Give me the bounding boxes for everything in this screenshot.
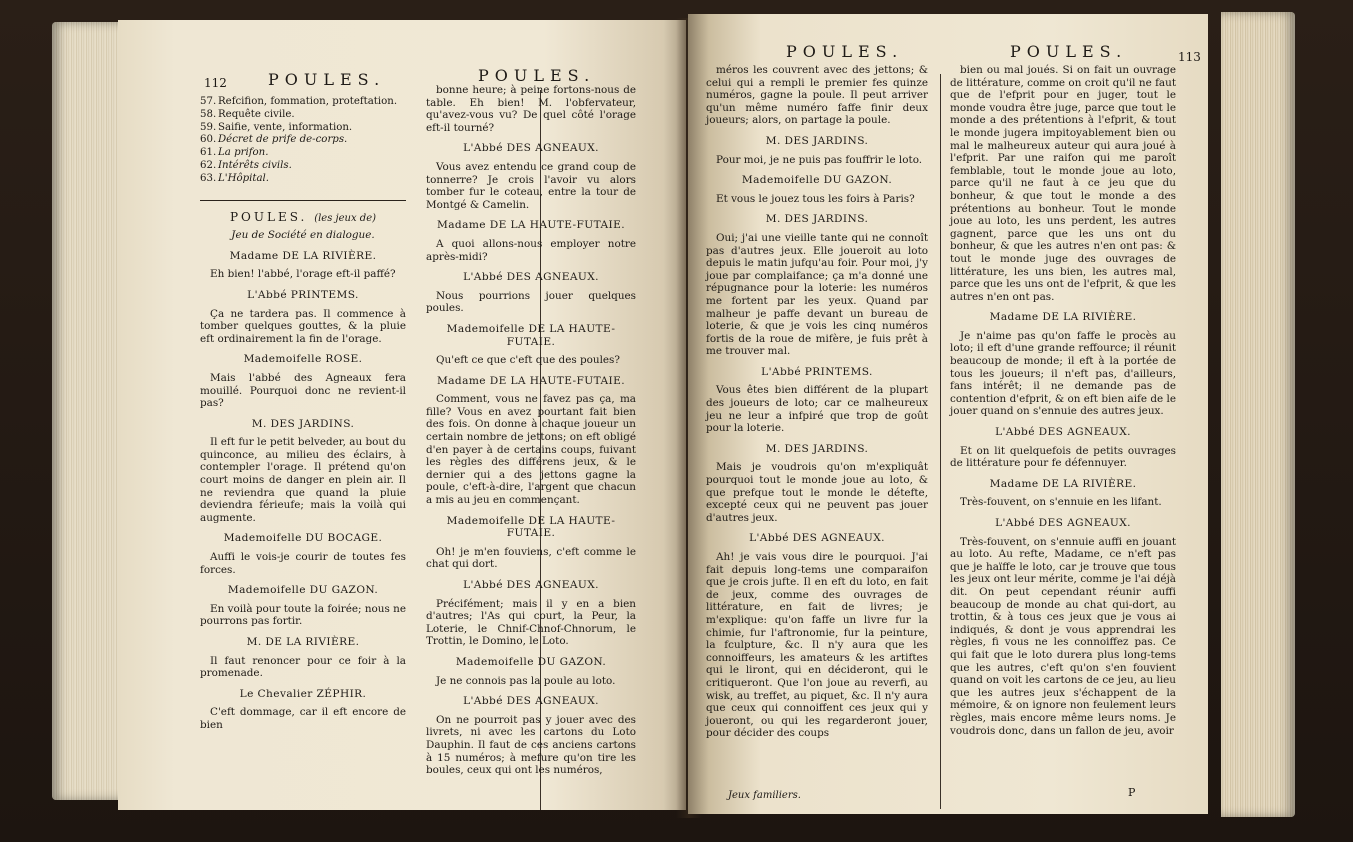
- toc-item-number: 60.: [200, 134, 217, 146]
- dialogue-paragraph: Très-fouvent, on s'ennuie auffi en jouant au loto. Au refte, Madame, ce n'eft pas que je haïffe le loto, car je trouve que tous les jeux ont leur mérite, comme je l'ai déjà dit. On peut cependant réunir auffi beaucoup de monde au chat qui-dort, au trottin, & à tous ces jeux que je vous ai indiqués, & dont je vous apprendrai les règles, fi vous ne les connoiffez pas. Ce qui fait que le loto durera plus long-tems que les autres, c'eft qu'on s'en fouvient quand on voit les cartons de ce jeu, au lieu que les autres jeux s'échappent de la mémoire, & on ignore non feulement leurs règles, mais encore même leurs noms. Je voudrois donc, dans un fallon de jeu, avoir: [950, 535, 1176, 737]
- dialogue-paragraph: Et vous le jouez tous les foirs à Paris?: [716, 192, 915, 205]
- dialogue-paragraph: Mais l'abbé des Agneaux fera mouillé. Pourquoi donc ne revient-il pas?: [200, 371, 406, 410]
- toc-item-text: Décret de prife de-corps.: [218, 134, 348, 146]
- speaker-name: Mademoifelle DU BOCAGE.: [223, 532, 383, 545]
- toc-item: [200, 173, 406, 186]
- dialogue-paragraph: Comment, vous ne favez pas ça, ma fille? Vous en avez pourtant fait bien des fois. On donne à chaque joueur un certain nombre de jettons; on eft obligé d'en payer à de certains coups, fuivant les règles des différens jeux, & le dernier qui a des jettons gagne la poule, c'eft-à-dire, l'argent que chacun a mis au jeu en commençant.: [426, 393, 636, 507]
- right-page-column-2: [950, 64, 1176, 741]
- speaker-name: Le Chevalier ZÉPHIR.: [239, 687, 367, 700]
- dialogue-paragraph: C'eft dommage, car il eft encore de bien: [200, 706, 406, 731]
- toc-item-number: 59.: [200, 121, 217, 133]
- dialogue-paragraph: Mais je voudrois qu'on m'expliquât pourquoi tout le monde joue au loto, & que prefque tout le monde le détefte, excepté ceux qui ne peuvent pas jouer d'autres jeux.: [706, 461, 928, 524]
- toc-item-number: 62.: [200, 159, 217, 171]
- speaker-name: Madame DE LA HAUTE-FUTAIE.: [436, 374, 626, 387]
- speaker-name: L'Abbé DES AGNEAUX.: [463, 271, 599, 284]
- running-head-left-col1: POULES.: [268, 70, 386, 89]
- toc-item: [200, 147, 406, 160]
- speaker-name: Madame DE LA RIVIÈRE.: [229, 249, 377, 262]
- toc-item: [200, 122, 406, 135]
- dialogue-paragraph: Oh! je m'en fouviens, c'eft comme le chat qui dort.: [426, 545, 636, 571]
- speaker-name: Mademoifelle DE LA HAUTE-FUTAIE.: [446, 322, 616, 348]
- section-subtitle: Jeu de Société en dialogue.: [231, 229, 375, 242]
- speaker-name: M. DES JARDINS.: [251, 417, 355, 430]
- right-page: [688, 14, 1208, 814]
- running-head-right-col2: POULES.: [1010, 42, 1128, 61]
- section-title-text: POULES.: [229, 209, 308, 224]
- speaker-name: M. DES JARDINS.: [765, 442, 869, 455]
- dialogue-paragraph: Et on lit quelquefois de petits ouvrages de littérature pour fe défennuyer.: [950, 444, 1176, 470]
- speaker-name: L'Abbé PRINTEMS.: [761, 365, 873, 378]
- speaker-name: M. DE LA RIVIÈRE.: [246, 636, 360, 649]
- left-page: [118, 20, 686, 810]
- dialogue-paragraph: Vous avez entendu ce grand coup de tonnerre? Je crois l'avoir vu alors tomber fur le coteau, entre la tour de Montgé & Camelin.: [426, 160, 636, 211]
- dialogue-paragraph: Oui; j'ai une vieille tante qui ne connoît pas d'autres jeux. Elle joueroit au loto depuis le matin jufqu'au foir. Pour moi, j'y joue par complaifance; ça m'a donné une répugnance pour la loterie: les numéros me fortent par les yeux. Quand par malheur je paffe devant un bureau de loterie, & que je vois les cinq numéros fortis de la roue de mifère, je fuis prêt à me trouver mal.: [706, 231, 928, 358]
- dialogue-paragraph: Je n'aime pas qu'on faffe le procès au loto; il eft d'une grande reffource; il réunit beaucoup de monde; il eft à la portée de tous les joueurs; il n'eft pas, d'ailleurs, fans intérêt; il ne demande pas de contention d'efprit, & on eft bien aife de le jouer quand on s'ennuie des autres jeux.: [950, 329, 1176, 418]
- dialogue-paragraph: On ne pourroit pas y jouer avec des livrets, ni avec les cartons du Loto Dauphin. Il faut de ces anciens cartons à 15 numéros; à mefure qu'on tire les boules, ceux qui ont les numéros,: [426, 713, 636, 777]
- dialogue-paragraph: Je ne connois pas la poule au loto.: [436, 674, 616, 687]
- section-title-note: (les jeux de): [314, 212, 377, 224]
- dialogue-paragraph: Vous êtes bien différent de la plupart des joueurs de loto; car ce malheureux jeu ne leur a infpiré que trop de goût pour la loterie.: [706, 384, 928, 435]
- speaker-name: L'Abbé DES AGNEAUX.: [463, 142, 599, 155]
- speaker-name: Mademoifelle DU GAZON.: [741, 174, 893, 187]
- running-head-left-col2: POULES.: [478, 66, 596, 85]
- speaker-name: L'Abbé DES AGNEAUX.: [463, 695, 599, 708]
- right-page-edges: [1221, 12, 1295, 817]
- speaker-name: Madame DE LA RIVIÈRE.: [989, 311, 1137, 324]
- speaker-name: L'Abbé PRINTEMS.: [247, 288, 359, 301]
- speaker-name: M. DES JARDINS.: [765, 213, 869, 226]
- toc-item-number: 58.: [200, 108, 217, 120]
- toc-item-number: 63.: [200, 172, 217, 184]
- dialogue-paragraph: bien ou mal joués. Si on fait un ouvrage de littérature, comme on croit qu'il ne faut que de l'efprit pour en juger, tout le monde voudra être juge, parce que tout le monde a des prétentions à l'efprit, & tout le monde jugera impitoyablement bien ou mal le malheureux auteur qui aura joué à l'efprit. Par une raifon qui me paroît femblable, tout le monde joue au loto, parce qu'il ne faut à ce jeu que du bonheur, & que tout le monde a des prétentions au bonheur. Tout le monde joue au loto, les uns perdent, les autres gagnent, parce que les uns ont du bonheur, & que les autres n'en ont pas: & tout le monde juge des ouvrages de littérature, les uns bien, les autres mal, parce que les uns ont de l'efprit, & que les autres n'en ont pas.: [950, 64, 1176, 303]
- column-divider-right: [940, 74, 941, 809]
- page-number-right: 113: [1178, 50, 1201, 64]
- section-title: [200, 211, 406, 226]
- toc-item-number: 57.: [200, 96, 217, 107]
- right-page-column-1: [706, 64, 928, 744]
- table-of-contents: [200, 96, 406, 186]
- toc-item-text: L'Hôpital.: [218, 172, 270, 184]
- page-number-left: 112: [204, 76, 227, 90]
- dialogue-right-col2: [950, 64, 1176, 737]
- speaker-name: Mademoifelle DU GAZON.: [227, 584, 379, 597]
- toc-item-text: La prifon.: [218, 147, 269, 159]
- speaker-name: Madame DE LA HAUTE-FUTAIE.: [436, 219, 626, 232]
- dialogue-paragraph: méros les couvrent avec des jettons; & celui qui a rempli le premier fes quinze numéros, gagne la poule. Il peut arriver qu'un même numéro faffe finir deux joueurs; alors, on partage la poule.: [706, 64, 928, 127]
- signature-mark: P: [1128, 786, 1136, 799]
- speaker-name: Mademoifelle DE LA HAUTE-FUTAIE.: [446, 514, 616, 540]
- speaker-name: L'Abbé DES AGNEAUX.: [463, 579, 599, 591]
- left-page-column-2: [426, 84, 636, 781]
- dialogue-paragraph: Très-fouvent, on s'ennuie en les lifant.: [960, 496, 1162, 509]
- left-page-column-1: [200, 96, 406, 736]
- toc-item: [200, 160, 406, 173]
- speaker-name: Mademoifelle ROSE.: [243, 353, 363, 366]
- dialogue-paragraph: Il eft fur le petit belveder, au bout du quinconce, au milieu des éclairs, à contempler l'orage. Il prétend qu'on court moins de danger en plein air. Il ne reviendra que quand la pluie deviendra férieufe; mais la voilà qui augmente.: [200, 436, 406, 524]
- dialogue-paragraph: Précifément; mais il y en a bien d'autres; l'As qui court, la Peur, la Loterie, le Chnif-Chnof-Chnorum, le Trottin, le Domino, le Loto.: [426, 597, 636, 648]
- dialogue-right-col1: [706, 64, 928, 740]
- section-rule: [200, 200, 406, 201]
- dialogue-paragraph: Qu'eft ce que c'eft que des poules?: [436, 354, 620, 367]
- left-page-edges: [52, 22, 124, 800]
- dialogue-paragraph: bonne heure; à peine fortons-nous de table. Eh bien! M. l'obfervateur, qu'avez-vous vu? De quel côté l'orage eft-il tourné?: [426, 84, 636, 134]
- speaker-name: M. DES JARDINS.: [765, 134, 869, 147]
- dialogue-paragraph: Ah! je vais vous dire le pourquoi. J'ai fait depuis long-tems une comparaifon que je crois jufte. Il en eft du loto, en fait de jeux, comme des ouvrages de littérature, en fait de livres; je m'explique: qu'on faffe un livre fur la chimie, fur l'aftronomie, fur la peinture, la fculpture, &c. Il n'y aura que les connoiffeurs, les amateurs & les artiftes qui le liront, qui en décideront, qui le critiqueront. Que l'on joue au reverfi, au wisk, au treffet, au piquet, &c. Il n'y aura que ceux qui connoiffent ces jeux qui y joueront, ou qui les regarderont jouer, pour décider des coups: [706, 551, 928, 740]
- footer-catchline: Jeux familiers.: [728, 790, 801, 801]
- toc-item-text: Intérêts civils.: [218, 159, 292, 171]
- speaker-name: L'Abbé DES AGNEAUX.: [995, 426, 1131, 439]
- toc-item: [200, 134, 406, 147]
- dialogue-left-col1: [200, 250, 406, 732]
- toc-item: [200, 109, 406, 122]
- speaker-name: L'Abbé DES AGNEAUX.: [749, 532, 885, 545]
- dialogue-left-col2: [426, 84, 636, 777]
- dialogue-paragraph: A quoi allons-nous employer notre après-midi?: [426, 237, 636, 263]
- toc-item-text: Refcifion, fommation, proteftation.: [218, 96, 398, 107]
- dialogue-paragraph: Eh bien! l'abbé, l'orage eft-il paffé?: [210, 268, 396, 281]
- toc-item-text: Saifie, vente, information.: [218, 121, 353, 133]
- dialogue-paragraph: En voilà pour toute la foirée; nous ne pourrons pas fortir.: [200, 602, 406, 628]
- dialogue-paragraph: Auffi le vois-je courir de toutes fes forces.: [200, 551, 406, 576]
- toc-item-number: 61.: [200, 147, 217, 159]
- speaker-name: Mademoifelle DU GAZON.: [455, 655, 607, 668]
- dialogue-paragraph: Il faut renoncer pour ce foir à la promenade.: [200, 654, 406, 680]
- dialogue-paragraph: Pour moi, je ne puis pas fouffrir le loto.: [716, 153, 923, 166]
- dialogue-paragraph: Nous pourrions jouer quelques poules.: [426, 289, 636, 315]
- dialogue-paragraph: Ça ne tardera pas. Il commence à tomber quelques gouttes, & la pluie eft ordinairement la fin de l'orage.: [200, 307, 406, 345]
- toc-item: [200, 96, 406, 109]
- speaker-name: Madame DE LA RIVIÈRE.: [989, 477, 1137, 490]
- running-head-right-col1: POULES.: [786, 42, 904, 61]
- speaker-name: L'Abbé DES AGNEAUX.: [995, 517, 1131, 529]
- toc-item-text: Requête civile.: [218, 108, 295, 120]
